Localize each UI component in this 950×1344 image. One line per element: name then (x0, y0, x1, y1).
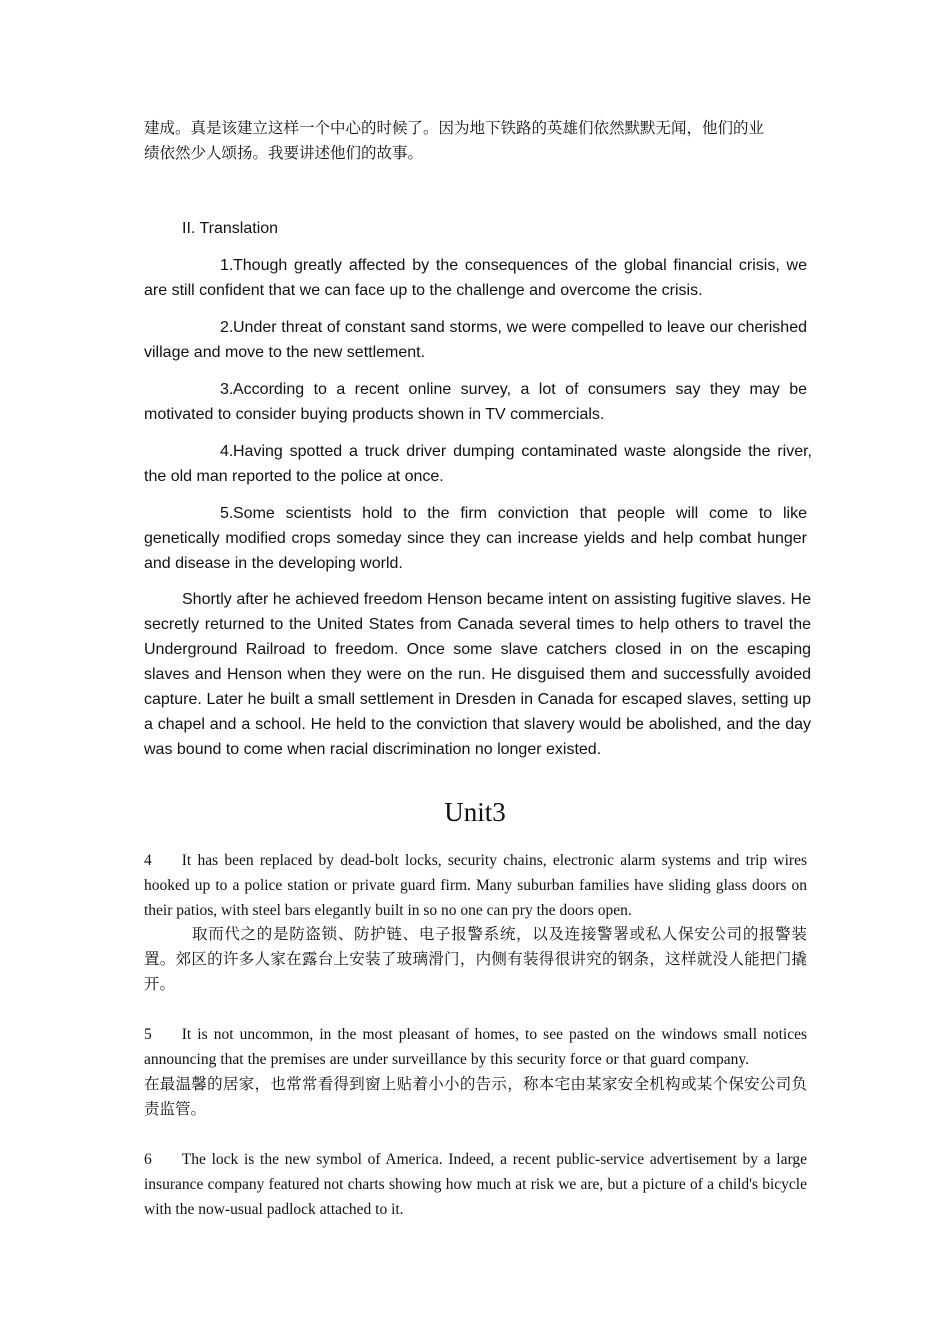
item-text: According to a recent online survey, a lot of consumers say they may be motivated to consider buying products shown in TV commercials. (144, 381, 807, 423)
translation-item-4 (144, 439, 812, 489)
paragraph-number: 5 (144, 1026, 152, 1043)
translation-item-1 (144, 253, 807, 303)
item-text: Under threat of constant sand storms, we were compelled to leave our cherished village and move to the new settlement. (144, 319, 807, 361)
paragraph-text: It is not uncommon, in the most pleasant of homes, to see pasted on the windows small notices announcing that the premises are under surveillance by this security force or that guard company. (144, 1026, 807, 1068)
paragraph-text: It has been replaced by dead-bolt locks, security chains, electronic alarm systems and trip wires hooked up to a police station or private guard firm. Many suburban families have sliding glass doors on their patios, with steel bars elegantly built in so no one can pry the doors open. (144, 852, 807, 919)
unit-title: Unit3 (444, 797, 506, 827)
translation-item-5 (144, 501, 807, 576)
unit-paragraph-6-english (144, 1147, 807, 1222)
item-number: 5. (220, 505, 234, 522)
unit-paragraph-5-english (144, 1022, 807, 1122)
translation-item-2 (144, 315, 807, 365)
paragraph-chinese: 在最温馨的居家，也常常看得到窗上贴着小小的告示，称本宅由某家安全机构或某个保安公司负责监管。 (144, 1075, 807, 1118)
item-number: 4. (220, 443, 234, 460)
item-text: Having spotted a truck driver dumping contaminated waste alongside the river, the old man reported to the police at once. (144, 443, 812, 485)
intro-line-2: 绩依然少人颂扬。我要讲述他们的故事。 (144, 144, 424, 162)
paragraph-number: 6 (144, 1151, 152, 1168)
intro-line-1: 建成。真是该建立这样一个中心的时候了。因为地下铁路的英雄们依然默默无闻，他们的业 (144, 119, 765, 137)
unit-paragraph-4-chinese: 取而代之的是防盗锁、防护链、电子报警系统，以及连接警署或私人保安公司的报警装置。郊区的许多人家在露台上安装了玻璃滑门，内侧有装得很讲究的钢条，这样就没人能把门撬开。 (144, 925, 807, 993)
item-text: Some scientists hold to the firm conviction that people will come to like genetically modified crops someday since they can increase yields and help combat hunger and disease in the developing world. (144, 505, 807, 572)
item-number: 1. (220, 257, 234, 274)
item-number: 2. (220, 319, 234, 336)
item-text: Though greatly affected by the consequences of the global financial crisis, we are still confident that we can face up to the challenge and overcome the crisis. (144, 257, 807, 299)
paragraph-text: The lock is the new symbol of America. Indeed, a recent public-service advertisement by a large insurance company featured not charts showing how much at risk we are, but a picture of a child's bicycle with the now-usual padlock attached to it. (144, 1151, 807, 1218)
translation-heading: II. Translation (182, 220, 279, 237)
unit-paragraph-4-english (144, 848, 807, 923)
intro-chinese-paragraph (144, 116, 807, 166)
paragraph-number: 4 (144, 852, 152, 869)
item-number: 3. (220, 381, 234, 398)
translation-item-3 (144, 377, 807, 427)
henson-passage: Shortly after he achieved freedom Henson became intent on assisting fugitive slaves. He secretly returned to the United States from Canada several times to help others to travel the Underground Railroad to freedom. Once some slave catchers closed in on the escaping slaves and Henson when they were on the run. He disguised them and successfully avoided capture. Later he built a small settlement in Dresden in Canada for escaped slaves, setting up a chapel and a school. He held to the conviction that slavery would be abolished, and the day was bound to come when racial discrimination no longer existed. (144, 591, 811, 758)
